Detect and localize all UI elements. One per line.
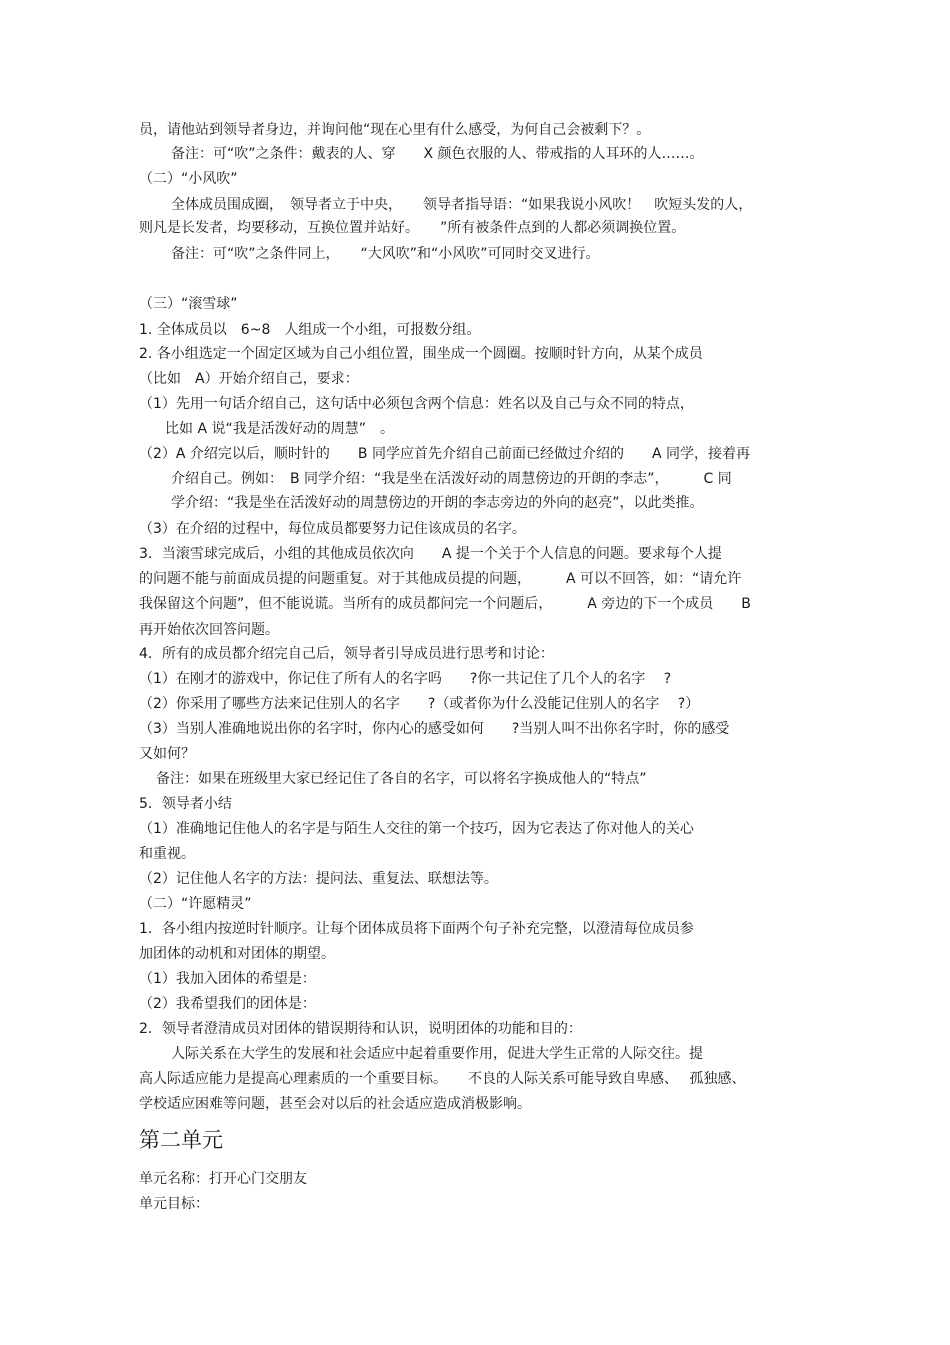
list-item: （1）准确地记住他人的名字是与陌生人交往的第一个技巧，因为它表达了你对他人的关心 (139, 821, 694, 837)
unit-goal: 单元目标： (139, 1196, 209, 1212)
subsection-title: （三）“滚雪球” (139, 296, 238, 312)
subsection-title: （二）“小风吹” (139, 171, 238, 187)
list-item: （2）记住他人名字的方法：提问法、重复法、联想法等。 (139, 871, 498, 887)
list-item: （2）A 介绍完以后，顺时针的 B 同学应首先介绍自己前面已经做过介绍的 A 同学，接着再 (139, 446, 751, 462)
subsection-title: （二）“许愿精灵” (139, 896, 252, 912)
paragraph-line: 加团体的动机和对团体的期望。 (139, 946, 335, 962)
list-item: 1．各小组内按逆时针顺序。让每个团体成员将下面两个句子补充完整，以澄清每位成员参 (139, 921, 694, 937)
list-item: （3）当别人准确地说出你的名字时，你内心的感受如何 ?当别人叫不出你名字时，你的感受 (139, 721, 730, 737)
paragraph-line: 学校适应困难等问题，甚至会对以后的社会适应造成消极影响。 (139, 1096, 531, 1112)
paragraph-line: 我保留这个问题”，但不能说谎。当所有的成员都问完一个问题后， A 旁边的下一个成员 B (139, 596, 751, 612)
list-item: （3）在介绍的过程中，每位成员都要努力记住该成员的名字。 (139, 521, 526, 537)
paragraph-line: 的问题不能与前面成员提的问题重复。对于其他成员提的问题， A 可以不回答，如：“请允许 (139, 571, 742, 587)
list-item: （2）我希望我们的团体是： (139, 996, 316, 1012)
note-line: 备注：可“吹”之条件：戴表的人、穿 X 颜色衣服的人、带戒指的人耳环的人……。 (171, 146, 704, 162)
paragraph-line: （比如 A）开始介绍自己，要求： (139, 371, 359, 387)
list-item: （1）先用一句话介绍自己，这句话中必须包含两个信息：姓名以及自己与众不同的特点， (139, 396, 694, 412)
list-item: （1）在刚才的游戏中，你记住了所有人的名字吗 ?你一共记住了几个人的名字 ? (139, 671, 672, 687)
list-item: 1. 全体成员以 6~8 人组成一个小组，可报数分组。 (139, 322, 481, 338)
list-item: 3．当滚雪球完成后，小组的其他成员依次向 A 提一个关于个人信息的问题。要求每个人提 (139, 546, 722, 562)
paragraph-line: 再开始依次回答问题。 (139, 622, 279, 638)
note-line: 备注：如果在班级里大家已经记住了各自的名字，可以将名字换成他人的“特点” (156, 771, 647, 787)
section-heading: 第二单元 (139, 1128, 223, 1152)
paragraph-line: 人际关系在大学生的发展和社会适应中起着重要作用，促进大学生正常的人际交往。提 (171, 1046, 703, 1062)
paragraph-line: 介绍自己。例如： B 同学介绍：“我是坐在活泼好动的周慧傍边的开朗的李志”， C 同 (171, 471, 732, 487)
list-item: （1）我加入团体的希望是： (139, 971, 316, 987)
paragraph-line: 员，请他站到领导者身边，并询问他“现在心里有什么感受，为何自己会被剩下？。 (139, 122, 651, 138)
paragraph-line: 和重视。 (139, 846, 195, 862)
unit-name: 单元名称：打开心门交朋友 (139, 1171, 307, 1187)
paragraph-line: 全体成员围成圈， 领导者立于中央， 领导者指导语：“如果我说小风吹！ 吹短头发的人， (171, 197, 753, 213)
note-line: 备注：可“吹”之条件同上， “大风吹”和“小风吹”可同时交叉进行。 (171, 246, 600, 262)
list-item: 4．所有的成员都介绍完自己后，领导者引导成员进行思考和讨论： (139, 646, 554, 662)
paragraph-line: 又如何？ (139, 746, 195, 762)
list-item: 2．领导者澄清成员对团体的错误期待和认识，说明团体的功能和目的： (139, 1021, 582, 1037)
list-item: 5．领导者小结 (139, 796, 232, 812)
paragraph-line: 高人际适应能力是提高心理素质的一个重要目标。 不良的人际关系可能导致自卑感、 孤独感、 (139, 1071, 746, 1087)
paragraph-line: 比如 A 说“我是活泼好动的周慧” 。 (165, 421, 394, 437)
list-item: （2）你采用了哪些方法来记住别人的名字 ?（或者你为什么没能记住别人的名字 ?） (139, 696, 700, 712)
paragraph-line: 则凡是长发者，均要移动，互换位置并站好。 ”所有被条件点到的人都必须调换位置。 (139, 220, 686, 236)
paragraph-line: 学介绍：“我是坐在活泼好动的周慧傍边的开朗的李志旁边的外向的赵亮”，以此类推。 (171, 495, 704, 511)
list-item: 2. 各小组选定一个固定区域为自己小组位置，围坐成一个圆圈。按顺时针方向，从某个成员 (139, 346, 703, 362)
